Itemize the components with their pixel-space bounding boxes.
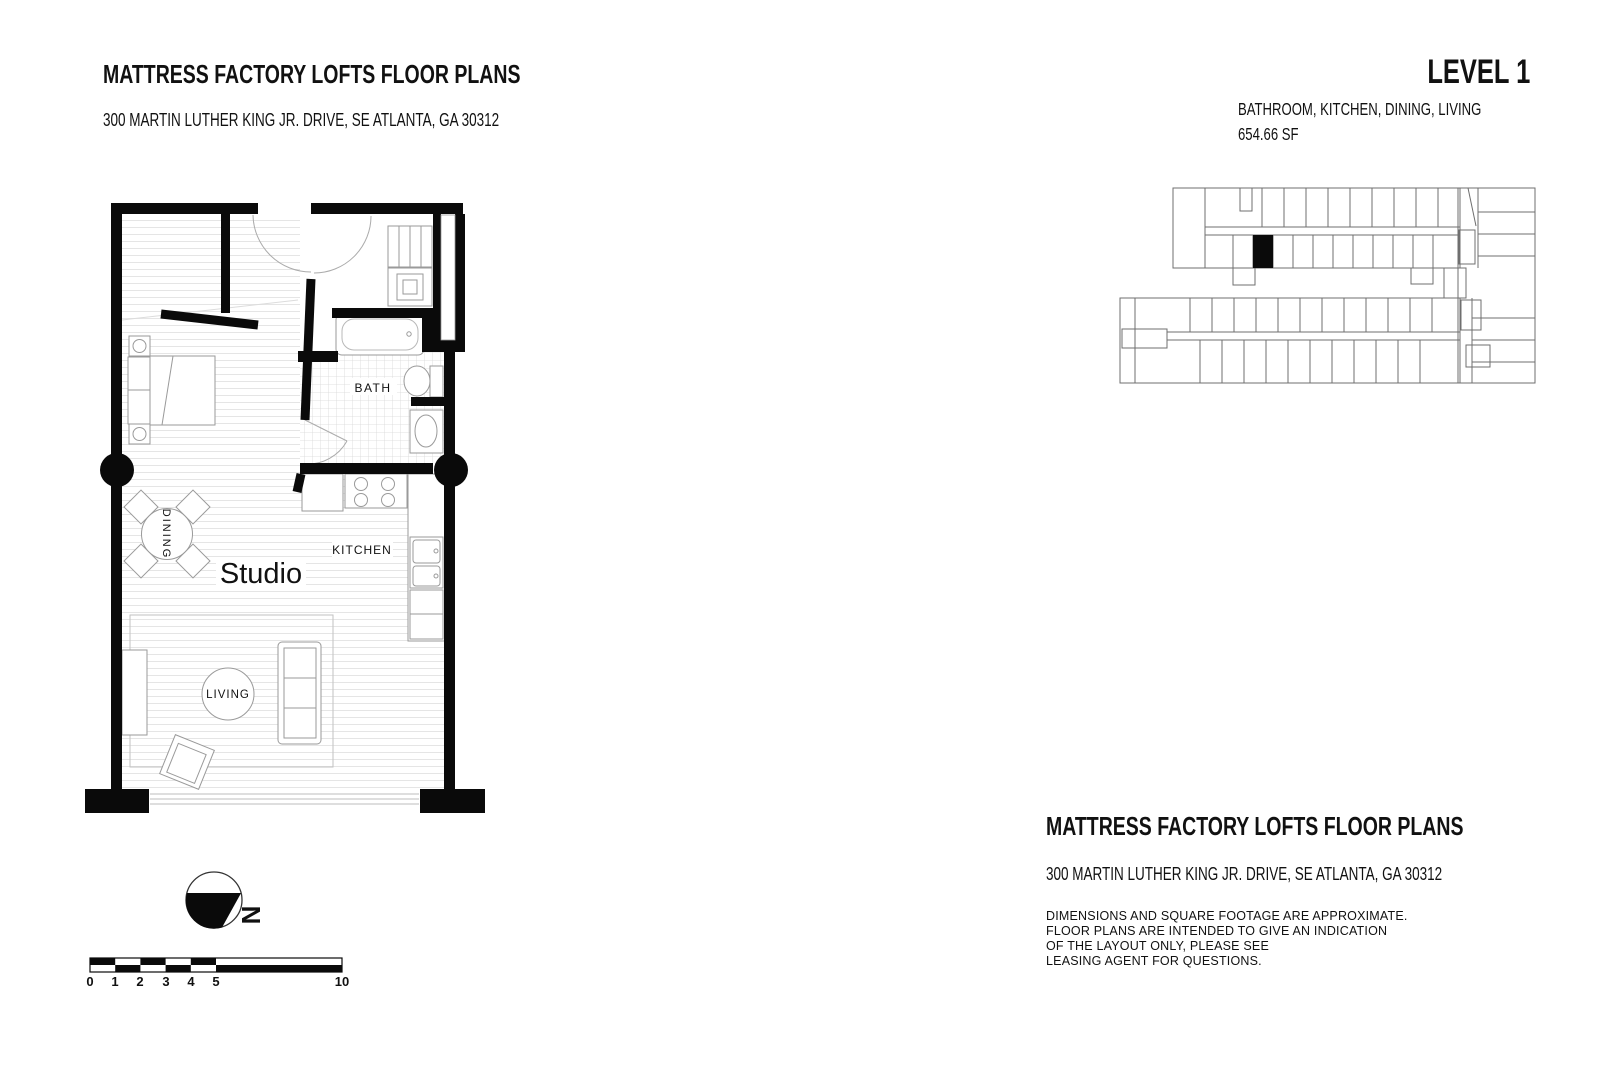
scale-bar-segments — [90, 958, 342, 972]
disclaimer-line: DIMENSIONS AND SQUARE FOOTAGE ARE APPROXIMATE. — [1046, 909, 1408, 923]
page-title — [103, 60, 660, 88]
sofa — [278, 642, 321, 744]
square-footage-text: 654.66 SF — [1238, 124, 1299, 144]
scale-tick-0: 0 — [86, 974, 94, 989]
unit-floor-plan — [70, 190, 490, 820]
kitchen-label: KITCHEN — [332, 543, 392, 557]
tv-console — [122, 650, 147, 735]
level-title-text: LEVEL 1 — [1427, 53, 1530, 91]
disclaimer-line: OF THE LAYOUT ONLY, PLEASE SEE — [1046, 939, 1269, 953]
key-plan-right-block — [1444, 188, 1535, 383]
scale-tick-4: 4 — [187, 974, 195, 989]
toilet-tank — [430, 366, 443, 397]
building-key-plan — [1075, 165, 1545, 390]
window-lines — [150, 794, 419, 804]
compass-needle — [186, 893, 241, 929]
scale-tick-1: 1 — [111, 974, 119, 989]
disclaimer-line: LEASING AGENT FOR QUESTIONS. — [1046, 954, 1262, 968]
north-compass — [165, 855, 275, 945]
level-title — [1238, 54, 1530, 90]
sheet-header — [103, 60, 660, 131]
footer-title-text: MATTRESS FACTORY LOFTS FLOOR PLANS — [1046, 811, 1464, 841]
key-plan-lower-wing — [1120, 298, 1460, 383]
disclaimer — [1046, 909, 1566, 969]
studio-label: Studio — [219, 558, 303, 590]
disclaimer-line: FLOOR PLANS ARE INTENDED TO GIVE AN INDICATION — [1046, 924, 1388, 938]
scale-bar — [80, 952, 360, 994]
north-label: N — [236, 905, 266, 925]
scale-tick-2: 2 — [136, 974, 144, 989]
footer-address-text: 300 MARTIN LUTHER KING JR. DRIVE, SE ATLANTA, GA 30312 — [1046, 864, 1443, 884]
footings — [85, 789, 485, 813]
scale-tick-10: 10 — [334, 974, 350, 989]
sheet-footer — [1046, 812, 1566, 969]
chase-shaft — [441, 215, 455, 340]
dining-label: DINING — [160, 508, 172, 560]
footer-address — [1046, 864, 1566, 885]
bath-label: BATH — [354, 381, 392, 395]
toilet-bowl — [404, 366, 430, 396]
highlighted-unit — [1253, 235, 1273, 268]
scale-bar-labels — [86, 974, 349, 989]
footer-title — [1046, 812, 1566, 840]
room-list — [1238, 99, 1530, 120]
closet-shelving — [388, 226, 432, 306]
scale-tick-3: 3 — [162, 974, 170, 989]
scale-tick-5: 5 — [212, 974, 220, 989]
square-footage — [1238, 124, 1530, 145]
level-header — [1238, 54, 1530, 145]
page-address — [103, 110, 660, 131]
page-title-text: MATTRESS FACTORY LOFTS FLOOR PLANS — [103, 59, 521, 89]
key-plan-upper-wing — [1173, 188, 1460, 285]
room-list-text: BATHROOM, KITCHEN, DINING, LIVING — [1238, 99, 1482, 119]
living-label: LIVING — [206, 689, 250, 701]
page-address-text: 300 MARTIN LUTHER KING JR. DRIVE, SE ATLANTA, GA 30312 — [103, 110, 500, 130]
